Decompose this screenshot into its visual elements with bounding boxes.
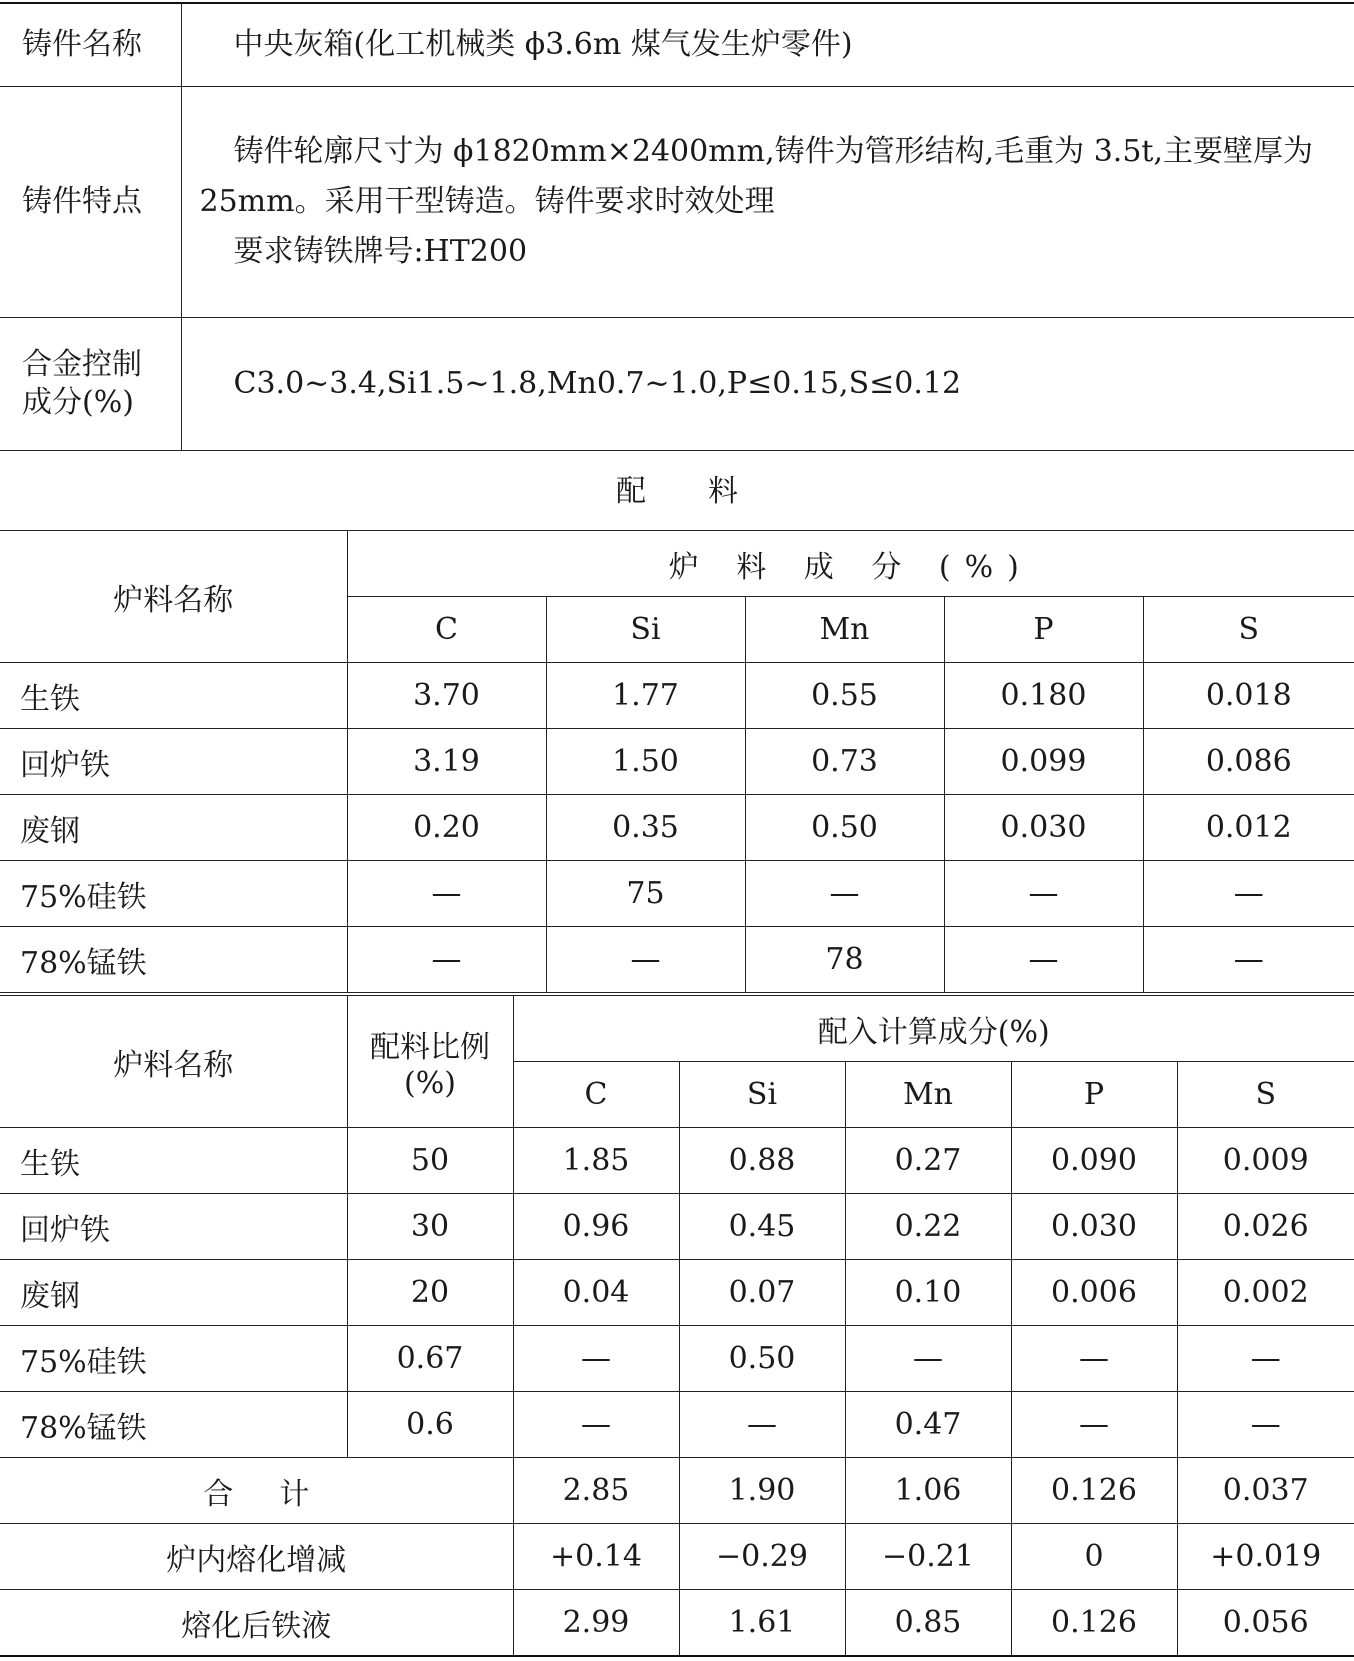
material-name-header: 炉料名称 (0, 531, 347, 663)
value-cell: — (1177, 1392, 1354, 1458)
value-cell: 0.07 (679, 1260, 845, 1326)
value-cell: 75 (546, 861, 745, 927)
alloy-control-row (0, 317, 1354, 450)
value-cell: 1.77 (546, 663, 745, 729)
ratio-cell: 0.67 (347, 1326, 513, 1392)
total-value: 0.126 (1011, 1458, 1177, 1524)
batching-calculation-table (0, 995, 1354, 1657)
furnace-change-label: 炉内熔化增减 (0, 1524, 513, 1590)
value-cell: — (845, 1326, 1011, 1392)
element-header: Mn (745, 597, 944, 663)
value-cell: 0.27 (845, 1128, 1011, 1194)
casting-grade-requirement: 要求铸铁牌号:HT200 (233, 233, 528, 269)
value-cell: 0.012 (1143, 795, 1354, 861)
value-cell: 0.50 (745, 795, 944, 861)
element-header: C (347, 597, 546, 663)
casting-name-value: 中央灰箱(化工机械类 ϕ3.6m 煤气发生炉零件) (181, 3, 1354, 86)
ratio-header-line1: 配料比例 (370, 1030, 490, 1065)
value-cell: 0.018 (1143, 663, 1354, 729)
casting-feature-description: 铸件轮廓尺寸为 ϕ1820mm×2400mm,铸件为管形结构,毛重为 3.5t,主要壁厚为 25mm。采用干型铸造。铸件要求时效处理 (199, 133, 1314, 219)
casting-name-row (0, 3, 1354, 86)
value-cell: — (944, 927, 1143, 993)
material-name-cell: 生铁 (0, 663, 347, 729)
element-header: Mn (845, 1062, 1011, 1128)
value-cell: 0.20 (347, 795, 546, 861)
material-header-row (0, 531, 1354, 597)
charge-material-composition-table (0, 530, 1354, 993)
value-cell: — (944, 861, 1143, 927)
value-cell: 0.026 (1177, 1194, 1354, 1260)
total-row (0, 1458, 1354, 1524)
value-cell: 0.45 (679, 1194, 845, 1260)
total-value: 1.90 (679, 1458, 845, 1524)
material-composition-header: 炉 料 成 分 (%) (347, 531, 1354, 597)
molten-value: 0.056 (1177, 1590, 1354, 1657)
molten-value: 2.99 (513, 1590, 679, 1657)
alloy-control-value: C3.0~3.4,Si1.5~1.8,Mn0.7~1.0,P≤0.15,S≤0.12 (181, 317, 1354, 450)
total-value: 1.06 (845, 1458, 1011, 1524)
molten-value: 0.126 (1011, 1590, 1177, 1657)
change-value: −0.29 (679, 1524, 845, 1590)
value-cell: 3.19 (347, 729, 546, 795)
table-row (0, 1194, 1354, 1260)
material-name-cell: 废钢 (0, 795, 347, 861)
value-cell: — (679, 1392, 845, 1458)
alloy-control-label (0, 317, 181, 450)
material-name-cell: 75%硅铁 (0, 861, 347, 927)
total-value: 0.037 (1177, 1458, 1354, 1524)
casting-feature-label: 铸件特点 (0, 86, 181, 317)
material-name-cell: 回炉铁 (0, 729, 347, 795)
value-cell: 0.009 (1177, 1128, 1354, 1194)
change-value: −0.21 (845, 1524, 1011, 1590)
value-cell: 0.006 (1011, 1260, 1177, 1326)
ratio-header (347, 996, 513, 1128)
molten-value: 0.85 (845, 1590, 1011, 1657)
value-cell: — (347, 927, 546, 993)
material-name-cell: 生铁 (0, 1128, 347, 1194)
calc-material-name-header: 炉料名称 (0, 996, 347, 1128)
furnace-change-row (0, 1524, 1354, 1590)
alloy-control-label-line2: 成分(%) (22, 384, 134, 420)
element-header: P (1011, 1062, 1177, 1128)
molten-iron-row (0, 1590, 1354, 1657)
value-cell: 0.35 (546, 795, 745, 861)
ratio-cell: 0.6 (347, 1392, 513, 1458)
material-name-cell: 75%硅铁 (0, 1326, 347, 1392)
value-cell: — (1143, 861, 1354, 927)
value-cell: 0.099 (944, 729, 1143, 795)
ratio-cell: 20 (347, 1260, 513, 1326)
value-cell: — (546, 927, 745, 993)
molten-value: 1.61 (679, 1590, 845, 1657)
element-header: S (1143, 597, 1354, 663)
table-row (0, 663, 1354, 729)
value-cell: 0.002 (1177, 1260, 1354, 1326)
value-cell: 0.96 (513, 1194, 679, 1260)
casting-feature-value (181, 86, 1354, 317)
value-cell: 0.22 (845, 1194, 1011, 1260)
calc-composition-header: 配入计算成分(%) (513, 996, 1354, 1062)
material-name-cell: 回炉铁 (0, 1194, 347, 1260)
value-cell: — (513, 1326, 679, 1392)
table-row (0, 1326, 1354, 1392)
ratio-cell: 30 (347, 1194, 513, 1260)
ratio-header-line2: (%) (404, 1066, 456, 1101)
value-cell: 0.030 (944, 795, 1143, 861)
value-cell: — (347, 861, 546, 927)
value-cell: 0.73 (745, 729, 944, 795)
material-name-cell: 废钢 (0, 1260, 347, 1326)
table-row (0, 1260, 1354, 1326)
value-cell: — (745, 861, 944, 927)
value-cell: 0.88 (679, 1128, 845, 1194)
table-row (0, 729, 1354, 795)
element-header: Si (546, 597, 745, 663)
casting-feature-row (0, 86, 1354, 317)
table-row (0, 861, 1354, 927)
ratio-cell: 50 (347, 1128, 513, 1194)
value-cell: 0.180 (944, 663, 1143, 729)
change-value: +0.14 (513, 1524, 679, 1590)
value-cell: — (1011, 1392, 1177, 1458)
material-name-cell: 78%锰铁 (0, 1392, 347, 1458)
casting-info-table (0, 2, 1354, 451)
alloy-control-label-line1: 合金控制 (22, 346, 142, 382)
total-value: 2.85 (513, 1458, 679, 1524)
element-header: P (944, 597, 1143, 663)
value-cell: 0.47 (845, 1392, 1011, 1458)
material-name-cell: 78%锰铁 (0, 927, 347, 993)
table-row (0, 795, 1354, 861)
value-cell: 0.090 (1011, 1128, 1177, 1194)
total-label: 合计 (0, 1458, 513, 1524)
value-cell: 1.85 (513, 1128, 679, 1194)
value-cell: — (1177, 1326, 1354, 1392)
calculation-header-row (0, 996, 1354, 1062)
value-cell: 3.70 (347, 663, 546, 729)
element-header: C (513, 1062, 679, 1128)
value-cell: 0.50 (679, 1326, 845, 1392)
table-row (0, 927, 1354, 993)
molten-iron-label: 熔化后铁液 (0, 1590, 513, 1657)
casting-name-label: 铸件名称 (0, 3, 181, 86)
element-header: S (1177, 1062, 1354, 1128)
change-value: 0 (1011, 1524, 1177, 1590)
element-header: Si (679, 1062, 845, 1128)
value-cell: 78 (745, 927, 944, 993)
table-row (0, 1392, 1354, 1458)
table-row (0, 1128, 1354, 1194)
value-cell: — (1143, 927, 1354, 993)
value-cell: 0.04 (513, 1260, 679, 1326)
value-cell: 0.10 (845, 1260, 1011, 1326)
value-cell: — (513, 1392, 679, 1458)
value-cell: 0.55 (745, 663, 944, 729)
value-cell: 0.030 (1011, 1194, 1177, 1260)
value-cell: — (1011, 1326, 1177, 1392)
batching-caption: 配料 (616, 474, 800, 509)
value-cell: 1.50 (546, 729, 745, 795)
change-value: +0.019 (1177, 1524, 1354, 1590)
value-cell: 0.086 (1143, 729, 1354, 795)
